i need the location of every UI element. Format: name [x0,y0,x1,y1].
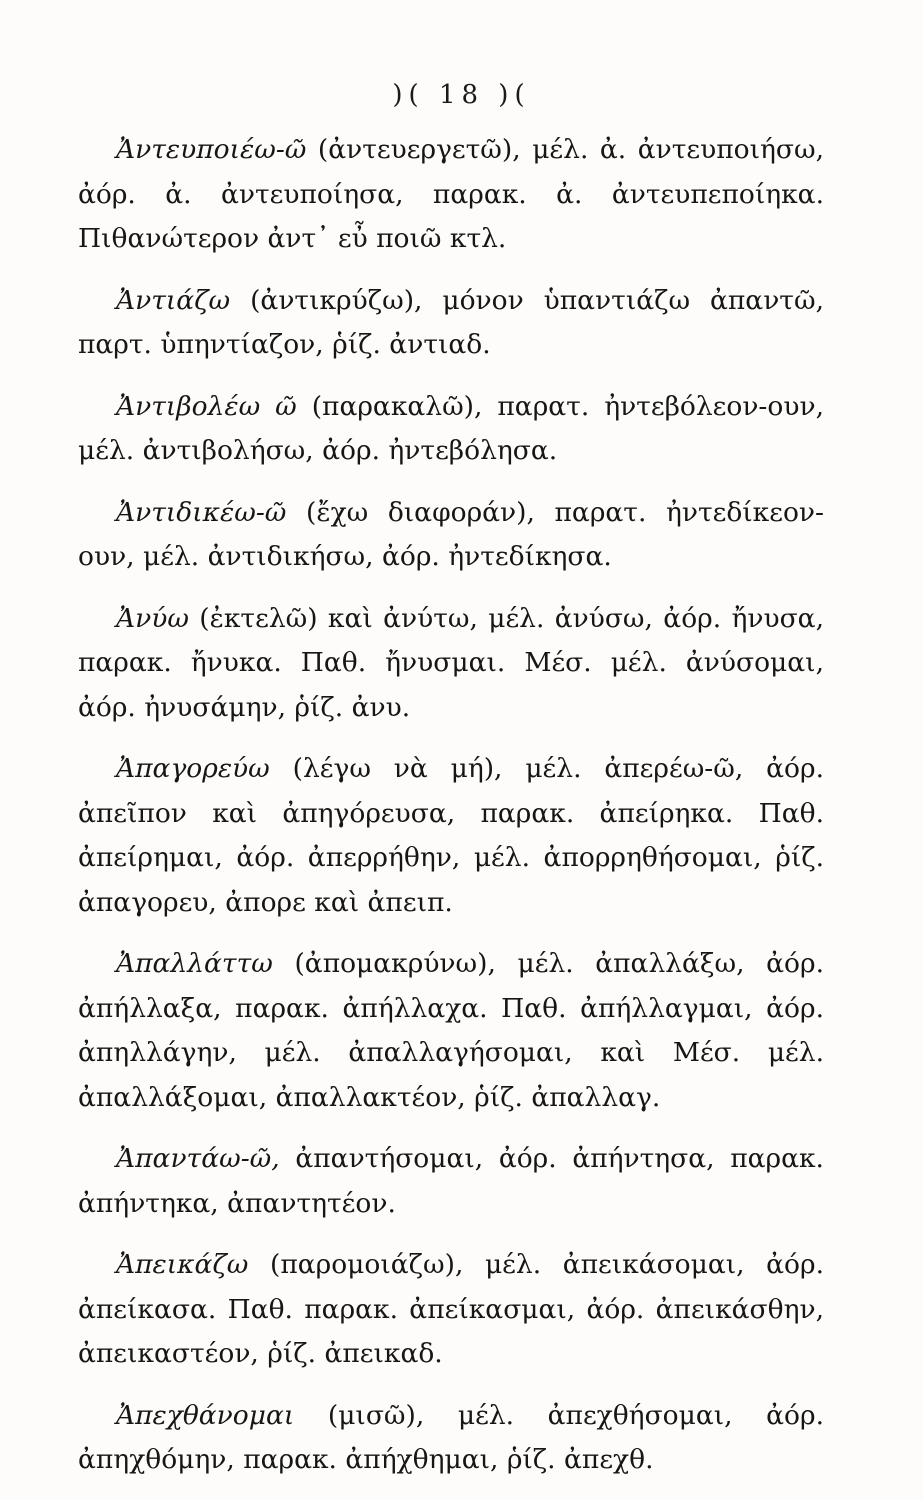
entry-text: (παρομοιάζω), μέλ. ἀπεικάσομαι, ἀόρ. ἀπείκασα. Παθ. παρακ. ἀπείκασμαι, ἀόρ. ἀπεικάσθην, ἀπεικαστέον, ῥίζ. ἀπεικαδ. [78,1249,824,1369]
page-number: )( 18 )( [392,80,531,110]
dictionary-entries [78,128,824,1500]
entry-lemma: Ἀπαλλάττω [116,948,273,979]
entry-text: ἀπαντήσομαι, ἀόρ. ἀπήντησα, παρακ. ἀπήντηκα, ἀπαντητέον. [78,1143,824,1219]
entry-text: (ἀντευεργετῶ), μέλ. ἀ. ἀντευποιήσω, ἀόρ. ἀ. ἀντευποίησα, παρακ. ἀ. ἀντευπεποίηκα. Πιθανώτερον ἀντ᾽ εὖ ποιῶ κτλ. [78,134,824,254]
dictionary-entry [78,747,824,925]
entry-text: (ἀπομακρύνω), μέλ. ἀπαλλάξω, ἀόρ. ἀπήλλαξα, παρακ. ἀπήλλαχα. Παθ. ἀπήλλαγμαι, ἀόρ. ἀπηλλάγην, μέλ. ἀπαλλαγήσομαι, καὶ Μέσ. μέλ. ἀπαλλάξομαι, ἀπαλλακτέον, ῥίζ. ἀπαλλαγ. [78,948,824,1113]
dictionary-entry [78,1394,824,1483]
entry-text: (ἐκτελῶ) καὶ ἀνύτω, μέλ. ἀνύσω, ἀόρ. ἤνυσα, παρακ. ἤνυκα. Παθ. ἤνυσμαι. Μέσ. μέλ. ἀνύσομαι, ἀόρ. ἠνυσάμην, ῥίζ. ἀνυ. [78,602,824,723]
dictionary-entry [78,1137,824,1226]
dictionary-entry [78,385,824,474]
entry-lemma: Ἀπεχθάνομαι [116,1399,295,1431]
dictionary-entry [78,597,824,731]
entry-text: (μισῶ), μέλ. ἀπεχθήσομαι, ἀόρ. ἀπηχθόμην, παρακ. ἀπήχθημαι, ῥίζ. ἀπεχθ. [78,1399,824,1475]
entry-lemma: Ἀπαντάω-ῶ, [116,1143,280,1174]
entry-lemma: Ἀντιδικέω-ῶ [116,496,287,528]
dictionary-entry [78,491,824,580]
entry-text: (λέγω νὰ μή), μέλ. ἀπερέω-ῶ, ἀόρ. ἀπεῖπον καὶ ἀπηγόρευσα, παρακ. ἀπείρηκα. Παθ. ἀπείρημαι, ἀόρ. ἀπερρήθην, μέλ. ἀπορρηθήσομαι, ῥίζ. ἀπαγορευ, ἀπορε καὶ ἀπειπ. [78,753,824,918]
entry-lemma: Ἀνύω [116,602,189,634]
dictionary-entry [78,942,824,1120]
entry-lemma: Ἀντιβολέω ῶ [116,390,297,422]
dictionary-entry [78,128,824,262]
dictionary-entry [78,279,824,368]
entry-text: (ἔχω διαφοράν), παρατ. ἠντεδίκεον-ουν, μέλ. ἀντιδικήσω, ἀόρ. ἠντεδίκησα. [78,496,824,572]
entry-text: (ἀντικρύζω), μόνον ὑπαντιάζω ἀπαντῶ, παρτ. ὑπηντίαζον, ῥίζ. ἀντιαδ. [78,284,824,360]
entry-lemma: Ἀπαγορεύω [116,753,270,784]
entry-lemma: Ἀπεικάζω [116,1249,249,1280]
entry-lemma: Ἀντευποιέω-ῶ [116,134,307,165]
entry-text: (παρακαλῶ), παρατ. ἠντεβόλεον-ουν, μέλ. ἀντιβολήσω, ἀόρ. ἠντεβόλησα. [78,390,824,466]
dictionary-entry [78,1243,824,1377]
entry-lemma: Ἀντιάζω [116,284,231,316]
